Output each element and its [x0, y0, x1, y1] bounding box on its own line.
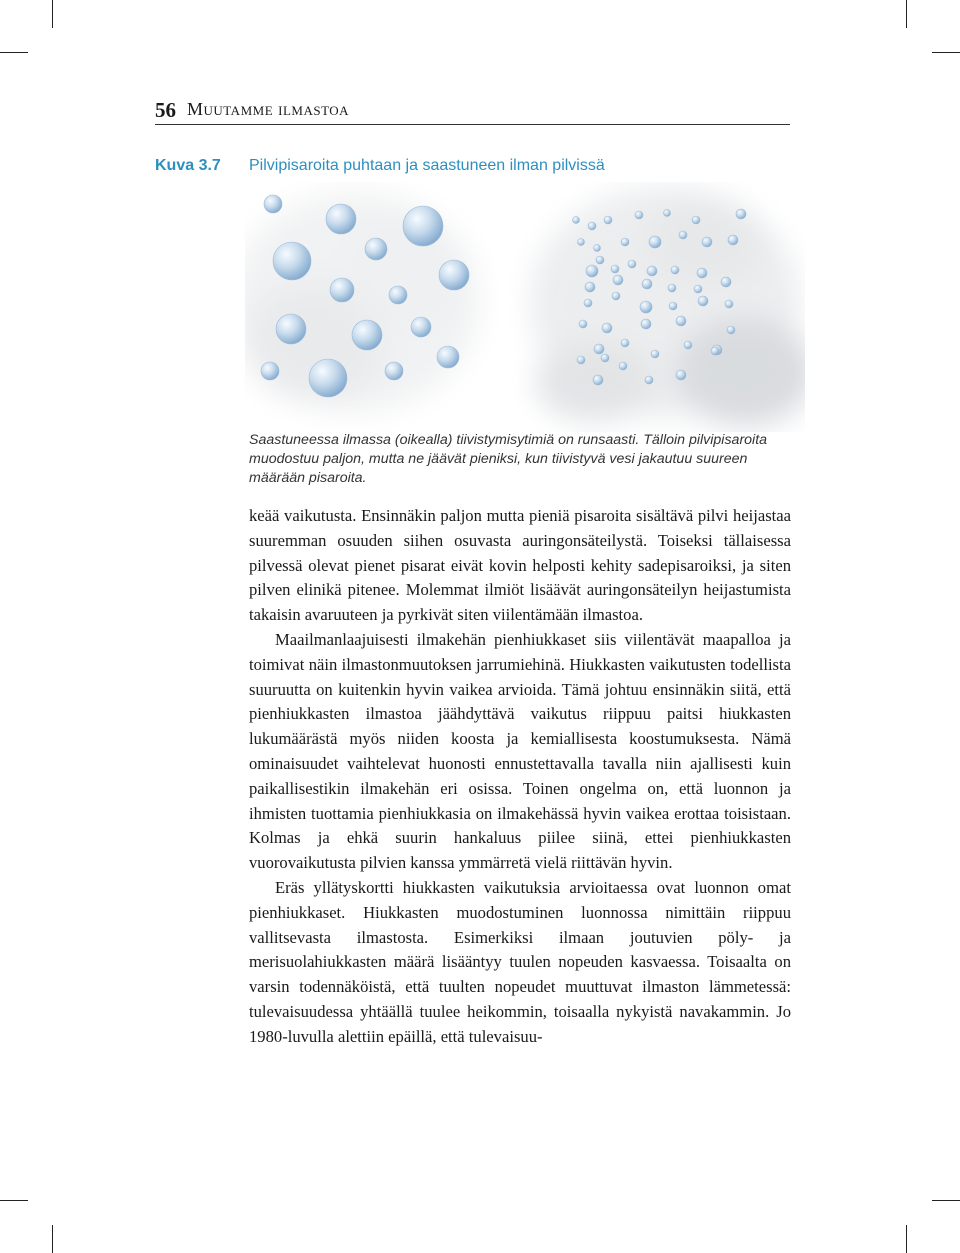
droplet: [437, 346, 459, 368]
droplet: [439, 260, 469, 290]
droplet: [594, 344, 604, 354]
droplet: [697, 268, 707, 278]
droplet: [602, 323, 612, 333]
droplet: [676, 370, 686, 380]
droplet: [577, 356, 585, 364]
droplet: [684, 341, 692, 349]
crop-mark: [0, 1200, 28, 1201]
droplet: [596, 256, 604, 264]
droplet: [264, 195, 282, 213]
crop-mark: [906, 0, 907, 28]
droplet: [273, 242, 311, 280]
droplet: [579, 320, 587, 328]
droplet: [604, 216, 612, 224]
figure-label: Kuva 3.7: [155, 157, 221, 174]
droplet: [671, 266, 679, 274]
droplet: [669, 302, 677, 310]
droplet: [664, 210, 671, 217]
page-header: [155, 98, 790, 125]
droplet: [578, 239, 585, 246]
droplet: [635, 211, 643, 219]
droplet: [628, 260, 636, 268]
droplet: [645, 376, 653, 384]
crop-mark: [932, 1200, 960, 1201]
droplet: [619, 362, 627, 370]
droplet: [692, 216, 700, 224]
droplet: [694, 285, 702, 293]
droplet: [309, 359, 347, 397]
droplet: [736, 209, 746, 219]
droplet: [403, 206, 443, 246]
droplet: [676, 316, 686, 326]
droplet: [651, 350, 659, 358]
crop-mark: [52, 0, 53, 28]
droplet: [647, 266, 657, 276]
droplet: [612, 292, 620, 300]
figure-caption: Saastuneessa ilmassa (oikealla) tiivistymisytimiä on runsaasti. Tälloin pilvipisaroita muodostuu paljon, mutta ne jäävät pieniksi, kun tiivistyvä vesi jakautuu suureen määrään pisaroita.: [249, 432, 768, 486]
clean-cloud: [245, 192, 480, 412]
crop-mark: [932, 52, 960, 53]
droplet: [326, 204, 356, 234]
droplet: [389, 286, 407, 304]
droplet: [668, 284, 676, 292]
droplet: [588, 222, 596, 230]
droplet: [679, 231, 687, 239]
droplet: [365, 238, 387, 260]
droplet: [702, 237, 712, 247]
droplet: [649, 236, 661, 248]
droplet: [642, 279, 652, 289]
droplet: [728, 235, 738, 245]
droplet: [725, 300, 733, 308]
droplet: [584, 299, 592, 307]
figure-title: Pilvipisaroita puhtaan ja saastuneen ilman pilvissä: [249, 157, 605, 174]
running-title: Muutamme ilmastoa: [187, 99, 350, 119]
polluted-cloud: [530, 187, 805, 427]
droplet: [385, 362, 403, 380]
paragraph: keää vaikutusta. Ensinnäkin paljon mutta pieniä pisaroita sisältävä pilvi heijastaa suuremman osuuden siihen osuvasta auringonsäteilystä. Toiseksi tällaisessa pilvessä olevat pienet pisarat eivät kovin helposti kehity sadepisaroiksi, ja siten pilven elinikä pitenee. Molemmat ilmiöt lisäävät auringonsäteilyn heijastumista takaisin avaruuteen ja pyrkivät siten viilentämään ilmastoa.: [249, 506, 791, 625]
droplet: [721, 277, 731, 287]
paragraph: Maailmanlaajuisesti ilmakehän pienhiukkaset siis viilentävät maapalloa ja toimivat näin ilmastonmuutoksen jarrumiehinä. Hiukkasten vaikutusten todellista suuruutta on kuitenkin hyvin vaikea arvioida. Tämä johtuu ensinnäkin siitä, että pienhiukkasten ilmastoa jäähdyttävä vaikutus riippuu paitsi hiukkasten lukumäärästä myös niiden koosta ja kemiallisesta koostumuksesta. Nämä ominaisuudet vaihtelevat huonosti ennustettavalla tavalla niin ajallisesti kuin paikallisestikin ilmakehän eri osissa. Toinen ongelma on, että luonnon ja ihmisten tuottamia pienhiukkasia on ilmakehässä hyvin vaikea erottaa toisistaan. Kolmas ja ehkä suurin hankaluus piilee siinä, ettei pienhiukkasten vuorovaikutusta pilvien kanssa ymmärretä vielä riittävän hyvin.: [249, 629, 791, 873]
droplet: [711, 347, 719, 355]
page-number: 56: [155, 98, 176, 122]
droplet: [727, 326, 735, 334]
droplet: [641, 319, 651, 329]
body-text: [249, 504, 791, 1050]
droplet: [411, 317, 431, 337]
droplet: [698, 296, 708, 306]
droplet: [586, 265, 598, 277]
droplet: [276, 314, 306, 344]
droplet: [330, 278, 354, 302]
droplet: [585, 282, 595, 292]
droplet: [593, 375, 603, 385]
droplet: [573, 217, 580, 224]
crop-mark: [52, 1225, 53, 1253]
paragraph: Eräs yllätyskortti hiukkasten vaikutuksia arvioitaessa ovat luonnon omat pienhiukkaset. Hiukkasten muodostuminen luonnossa nimittäin riippuu vallitsevasta ilmastosta. Esimerkiksi ilmaan joutuvien pöly- ja merisuolahiukkasten määrä lisääntyy tuulen nopeuden kasvaessa. Toisaalta on varsin todennäköistä, että tuulten nopeudet muuttuvat ilmaston lämmetessä: tulevaisuudessa yhtäällä tuulee heikommin, toisaalla nykyistä navakammin. Jo 1980-luvulla alettiin epäillä, että tulevaisuu-: [249, 877, 791, 1046]
droplet: [261, 362, 279, 380]
droplet: [621, 238, 629, 246]
cloud-droplet-illustration: [245, 182, 805, 432]
droplet: [352, 320, 382, 350]
droplet: [594, 245, 601, 252]
droplet: [601, 354, 609, 362]
droplet: [613, 275, 623, 285]
droplet: [640, 301, 652, 313]
crop-mark: [0, 52, 28, 53]
droplet: [611, 265, 619, 273]
droplet: [621, 339, 629, 347]
crop-mark: [906, 1225, 907, 1253]
